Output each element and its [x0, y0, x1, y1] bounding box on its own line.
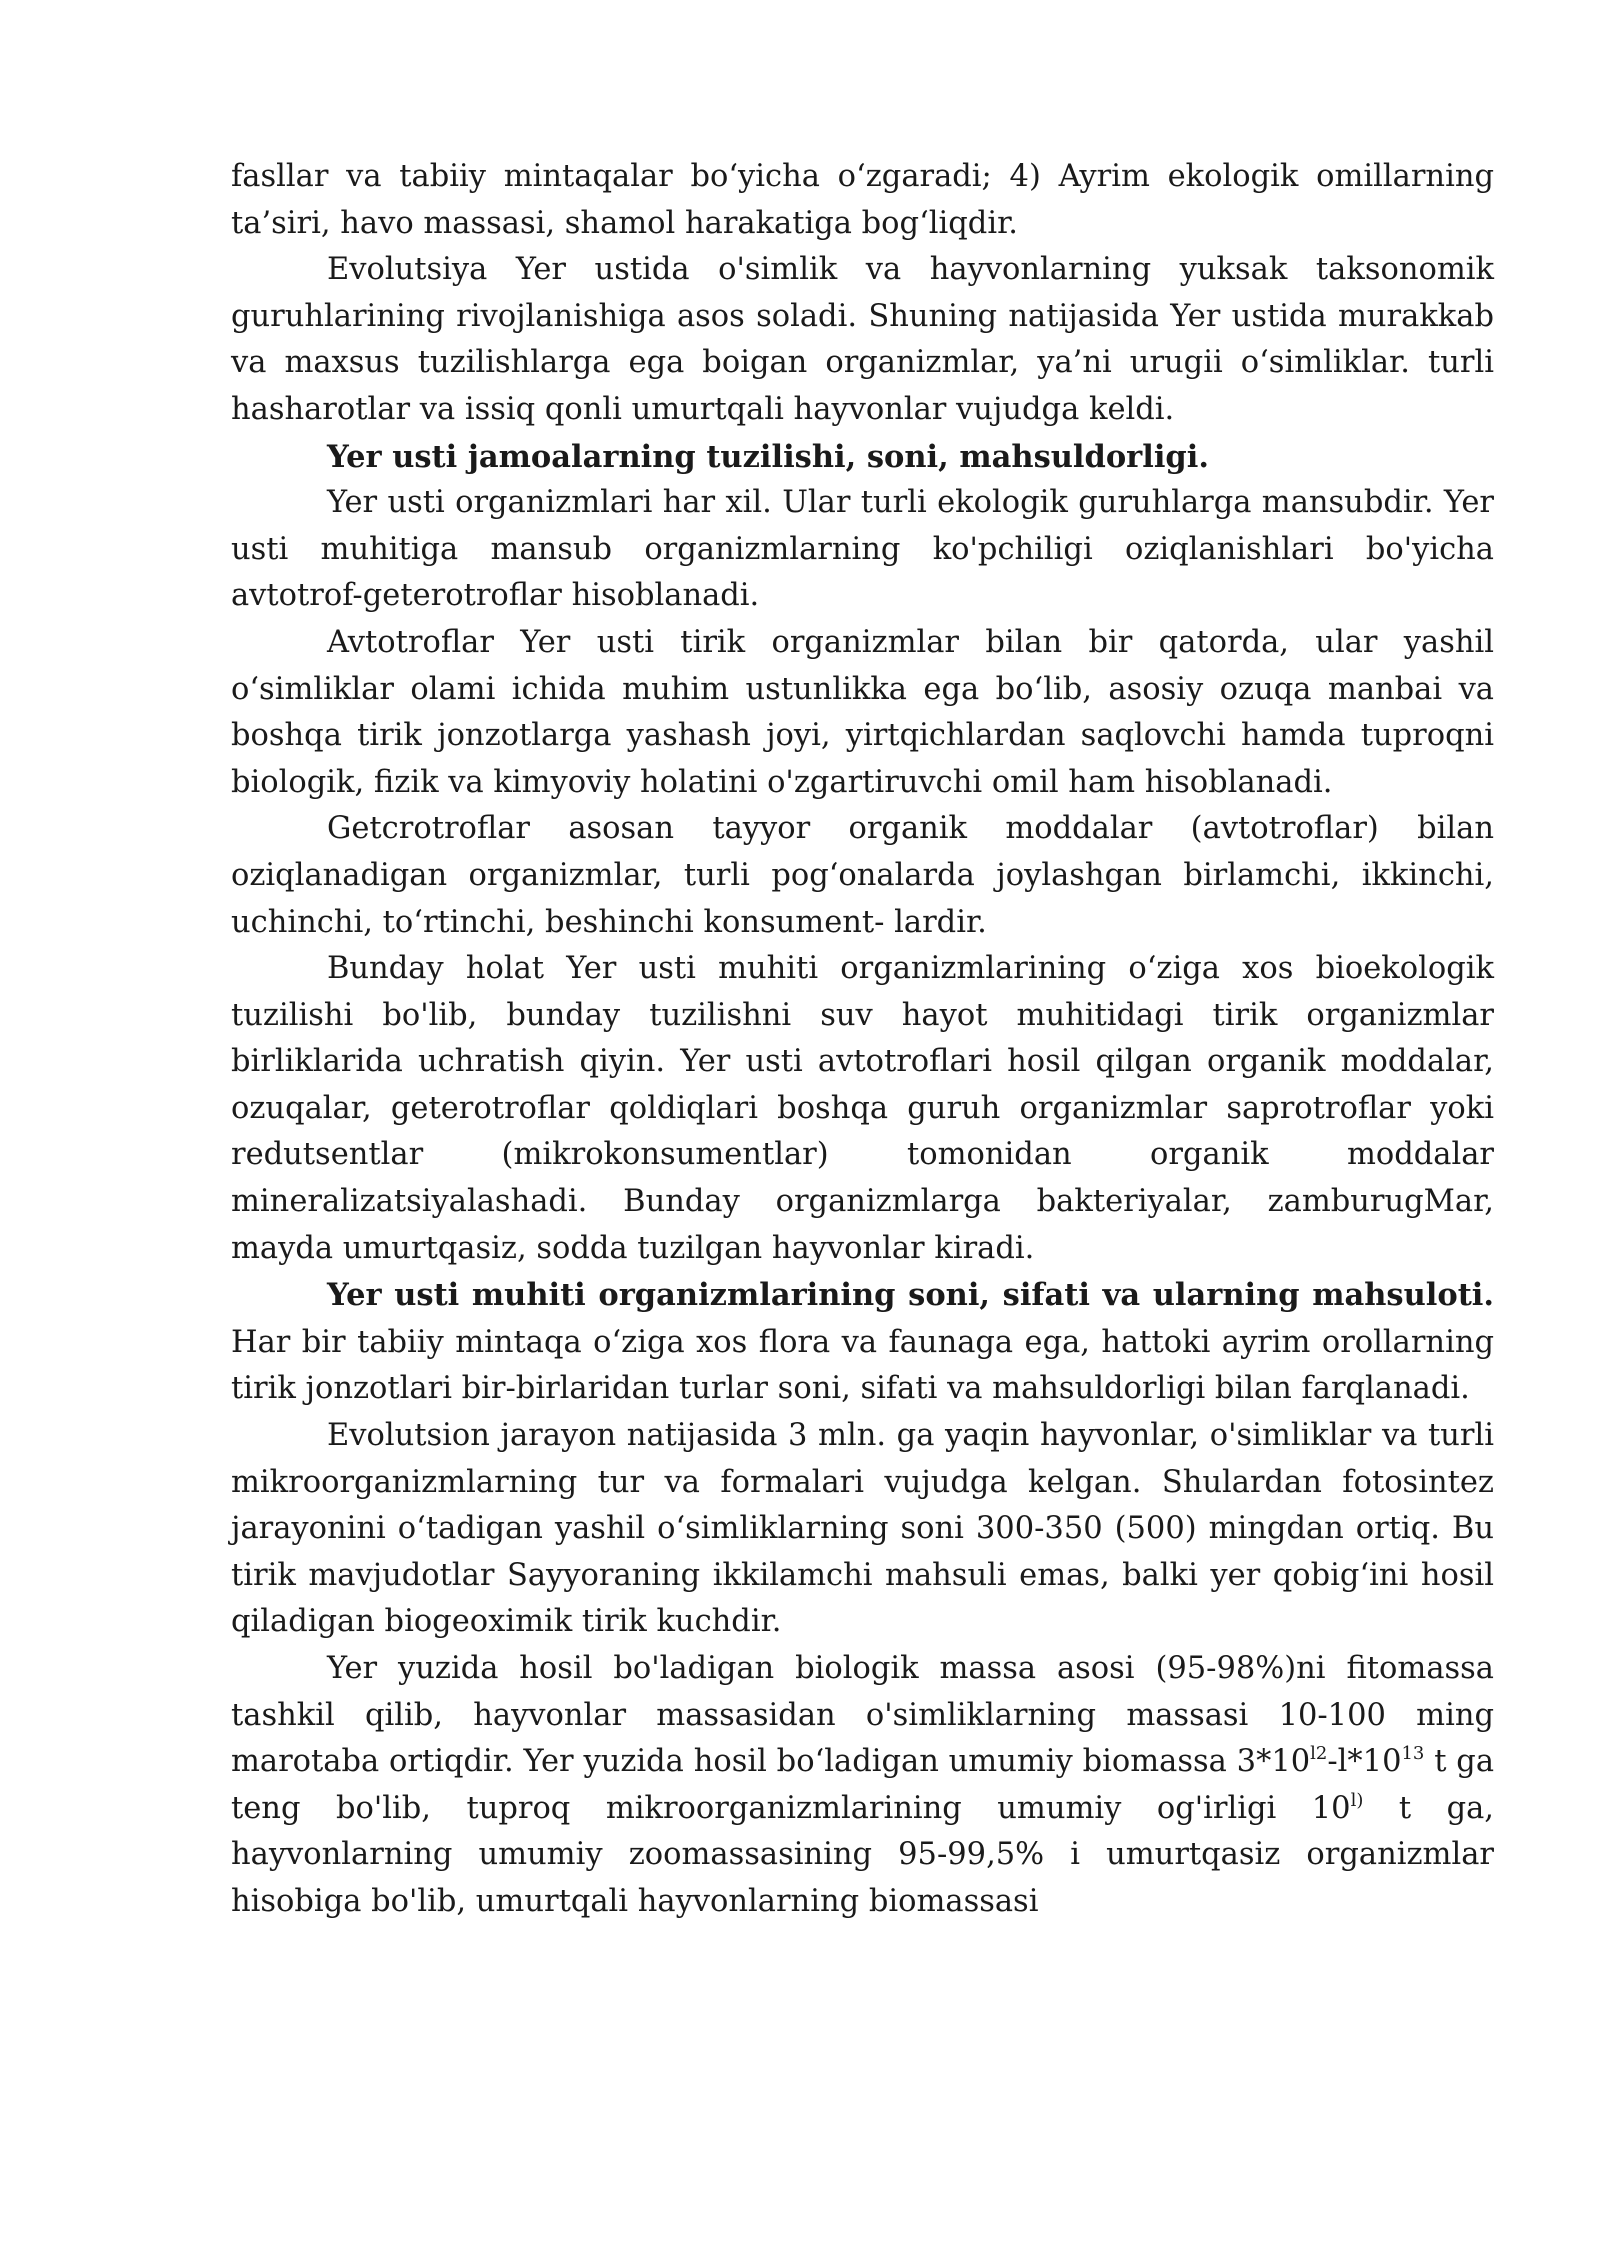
biomass-text-1: Yer yuzida hosil bo'ladigan biologik massa asosi (95-98%)ni fitomassa tashkil qilib, hayvonlar massasidan o'simliklarning massasi 10-100 ming marotaba ortiqdir. Yer yuzida hosil bo‘ladigan umumiy biomassa 3*10: [231, 1651, 1494, 1780]
paragraph-autotrophs: Avtotroflar Yer usti tirik organizmlar bilan bir qatorda, ular yashil o‘simliklar olami ichida muhim ustunlikka ega bo‘lib, asosiy ozuqa manbai va boshqa tirik jonzotlarga yashash joyi, yirtqichlardan saqlovchi hamda tuproqni biologik, fizik va kimyoviy holatini o'zgartiruvchi omil ham hisoblanadi.: [231, 624, 1494, 800]
superscript-2: 13: [1401, 1743, 1425, 1765]
paragraph-biomass: [231, 1646, 1494, 1926]
section-heading: Yer usti jamoalarning tuzilishi, soni, mahsuldorligi.: [327, 438, 1209, 475]
paragraph-structure: Bunday holat Yer usti muhiti organizmlarining o‘ziga xos bioekologik tuzilishi bo'lib, bunday tuzilishni suv hayot muhitidagi tirik organizmlar birliklarida uchratish qiyin. Yer usti avtotroflari hosil qilgan organik moddalar, ozuqalar, geterotroflar qoldiqlari boshqa guruh organizmlar saprotroflar yoki redutsentlar (mikrokonsumentlar) tomonidan organik moddalar mineralizatsiyalashadi. Bunday organizmlarga bakteriyalar, zamburugMar, mayda umurtqasiz, sodda tuzilgan hayvonlar kiradi.: [231, 951, 1494, 1266]
biomass-text-3: t ga teng bo'lib, tuproq mikroorganizmlarining umumiy og'irligi 10: [231, 1744, 1495, 1826]
superscript-3: l): [1350, 1789, 1364, 1811]
paragraph-continuation: fasllar va tabiiy mintaqalar bo‘yicha o‘zgaradi; 4) Ayrim ekologik omillarning ta’siri, havo massasi, shamol harakatiga bog‘liqdir.: [231, 159, 1494, 241]
paragraph-productivity: [231, 1272, 1494, 1413]
paragraph-evolution: Evolutsiya Yer ustida o'simlik va hayvonlarning yuksak taksonomik guruhlarining rivojlanishiga asos soladi. Shuning natijasida Yer ustida murakkab va maxsus tuzilishlarga ega boigan organizmlar, ya’ni urugii o‘simliklar. turli hasharotlar va issiq qonli umurtqali hayvonlar vujudga keldi.: [231, 252, 1494, 427]
biomass-text-4: t ga, hayvonlarning umumiy zoomassasining 95-99,5% i umurtqasiz organizmlar hisobiga bo'lib, umurtqali hayvonlarning biomassasi: [231, 1790, 1494, 1919]
inline-heading: Yer usti muhiti organizmlarining soni, sifati va ularning mahsuloti.: [327, 1277, 1494, 1314]
paragraph-heterotrophs: Getcrotroflar asosan tayyor organik moddalar (avtotroflar) bilan oziqlanadigan organizmlar, turli pog‘onalarda joylashgan birlamchi, ikkinchi, uchinchi, to‘rtinchi, beshinchi konsument- lardir.: [231, 811, 1494, 940]
paragraph-productivity-text: Har bir tabiiy mintaqa o‘ziga xos flora va faunaga ega, hattoki ayrim orollarning tirik jonzotlari bir-birlaridan turlar soni, sifati va mahsuldorligi bilan farqlanadi.: [231, 1324, 1494, 1407]
superscript-1: l2: [1310, 1743, 1328, 1765]
paragraph-evolution-process: Evolutsion jarayon natijasida 3 mln. ga yaqin hayvonlar, o'simliklar va turli mikroorganizmlarning tur va formalari vujudga kelgan. Shulardan fotosintez jarayonini o‘tadigan yashil o‘simliklarning soni 300-350 (500) mingdan ortiq. Bu tirik mavjudotlar Sayyoraning ikkilamchi mahsuli emas, balki yer qobig‘ini hosil qiladigan biogeoximik tirik kuchdir.: [231, 1418, 1494, 1640]
document-page: [231, 154, 1494, 1926]
biomass-text-2: -l*10: [1327, 1744, 1402, 1780]
paragraph-organisms: Yer usti organizmlari har xil. Ular turli ekologik guruhlarga mansubdir. Yer usti muhitiga mansub organizmlarning ko'pchiligi oziqlanishlari bo'yicha avtotrof-geterotroflar hisoblanadi.: [231, 485, 1494, 614]
